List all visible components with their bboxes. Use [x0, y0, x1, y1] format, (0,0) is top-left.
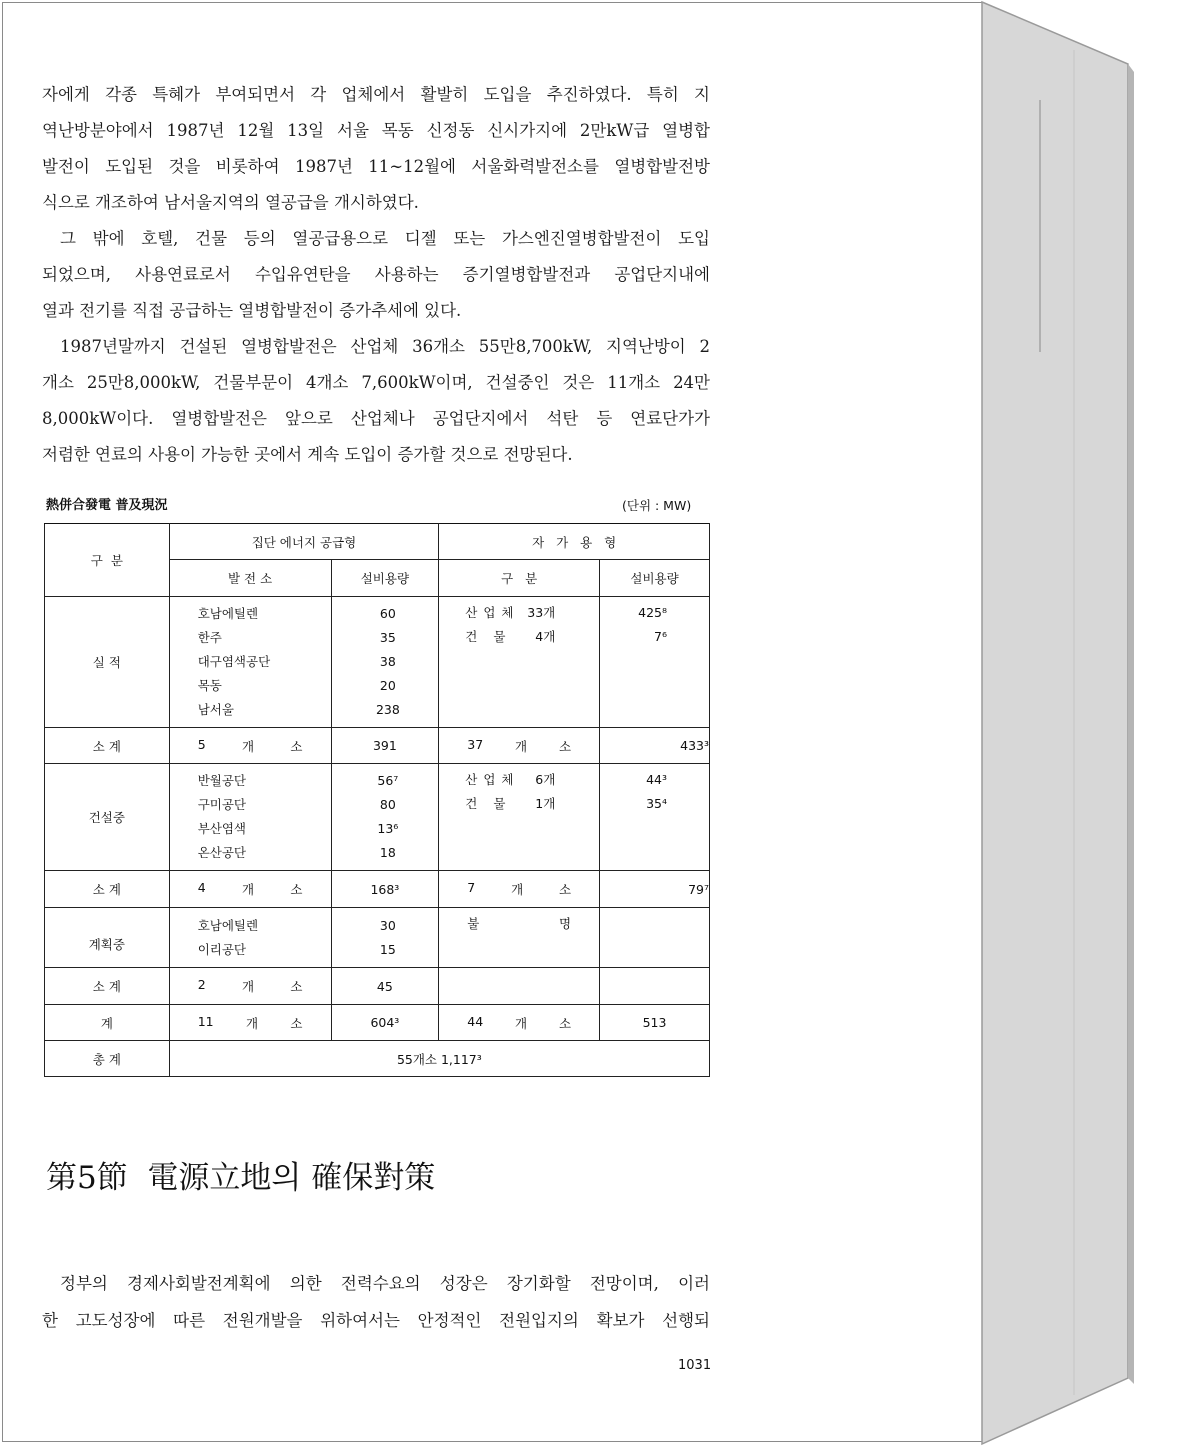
count-unit: 개 [515, 738, 528, 754]
subtotal-capacity: 45 [331, 968, 439, 1005]
book-edge-shadow [1128, 64, 1134, 1384]
subtotal-capacity: 391 [331, 728, 439, 764]
table-row [45, 1041, 710, 1077]
page-number: 1031 [678, 1358, 712, 1373]
subtotal-self-capacity [600, 968, 710, 1005]
text-line: 발전이 도입된 것을 비롯하여 1987년 11∼12월에 서울화력발전소를 열병합발전방 [42, 157, 710, 176]
subtotal-label: 소 계 [45, 871, 170, 908]
plant-name: 호남에틸렌 [197, 917, 259, 933]
planned-plants [169, 908, 331, 968]
text-line: 그 밖에 호텔, 건물 등의 열공급용으로 디젤 또는 가스엔진열병합발전이 도입 [60, 229, 710, 248]
self-category-count: 1개 [535, 796, 556, 811]
capacity-value: 20 [379, 678, 396, 693]
capacity-value: 56⁷ [377, 773, 399, 788]
self-category-name: 산업체 [465, 772, 520, 787]
count-unit: 소 [290, 882, 303, 897]
text-line: 1987년말까지 건설된 열병합발전은 산업체 36개소 55만8,700kW, 지역난방이 2 [60, 337, 710, 356]
subtotal-plant-count [169, 871, 331, 908]
sum-plant-count [169, 1005, 331, 1041]
self-status-text: 명 [559, 916, 572, 931]
text-line: 저렴한 연료의 사용이 가능한 곳에서 계속 도입이 증가할 것으로 전망된다. [42, 445, 573, 464]
count-unit: 소 [558, 1015, 572, 1031]
self-category-count: 6개 [535, 772, 556, 787]
text-line: 한 고도성장에 따른 전원개발을 위하여서는 안정적인 전원입지의 확보가 선행되 [42, 1311, 710, 1330]
count-number: 11 [197, 1013, 214, 1029]
actual-self-categories [439, 597, 600, 728]
table-row [45, 908, 710, 968]
construction-capacities [331, 764, 439, 871]
capacity-value: 35 [379, 630, 396, 645]
subtotal-capacity: 168³ [331, 871, 439, 908]
text-line: 되었으며, 사용연료로서 수입유연탄을 사용하는 증기열병합발전과 공업단지내에 [42, 265, 710, 284]
count-number: 2 [197, 977, 206, 992]
plant-name: 구미공단 [197, 797, 247, 812]
subtotal-label: 소 계 [45, 968, 170, 1005]
count-number: 44 [467, 1013, 484, 1029]
header-collective: 집단 에너지 공급형 [169, 524, 439, 560]
count-unit: 개 [242, 738, 255, 754]
capacity-value: 238 [375, 702, 400, 717]
self-category-name: 건물 [465, 796, 522, 811]
intro-text [42, 77, 710, 473]
book-edge-face [982, 2, 1128, 1444]
construction-self-categories [439, 764, 600, 871]
count-unit: 소 [290, 1015, 303, 1031]
subtotal-self-capacity: 433³ [600, 728, 710, 764]
capacity-value: 38 [379, 654, 396, 669]
plant-name: 이리공단 [197, 941, 247, 957]
count-number: 37 [467, 736, 484, 752]
section-heading: 第5節 電源立地의 確保對策 [46, 1160, 436, 1196]
subtotal-plant-count [169, 968, 331, 1005]
count-number: 7 [467, 880, 476, 895]
table-row [45, 871, 710, 908]
planned-capacities [331, 908, 439, 968]
self-category-name: 산업체 [465, 605, 520, 620]
self-category-count: 33개 [527, 605, 556, 620]
sum-self-capacity: 513 [600, 1005, 710, 1041]
header-self-category: 구 분 [439, 560, 600, 597]
text-line: 열과 전기를 직접 공급하는 열병합발전이 증가추세에 있다. [42, 301, 462, 320]
construction-self-capacities [600, 764, 710, 871]
sum-label: 계 [45, 1005, 170, 1041]
planned-self-capacity [600, 908, 710, 968]
count-unit: 소 [290, 738, 303, 754]
text-line: 개소 25만8,000kW, 건물부문이 4개소 7,600kW이며, 건설중인 것은 11개소 24만 [42, 373, 710, 392]
capacity-value: 80 [379, 797, 396, 812]
count-unit: 소 [558, 738, 572, 754]
table-unit: (단위 : MW) [622, 498, 692, 513]
closing-text [42, 1266, 710, 1339]
count-number: 4 [197, 880, 206, 895]
count-unit: 개 [515, 1015, 528, 1031]
count-unit: 개 [245, 1015, 259, 1031]
capacity-value: 15 [379, 941, 396, 957]
count-unit: 개 [511, 882, 524, 897]
subtotal-label: 소 계 [45, 728, 170, 764]
plant-name: 반월공단 [197, 773, 247, 788]
text-line: 식으로 개조하여 남서울지역의 열공급을 개시하였다. [42, 193, 419, 212]
construction-plants [169, 764, 331, 871]
row-label-actual: 실 적 [45, 597, 170, 728]
header-plant: 발 전 소 [169, 560, 331, 597]
planned-self-status [439, 908, 600, 968]
subtotal-self-capacity: 79⁷ [600, 871, 710, 908]
capacity-value: 13⁶ [377, 821, 399, 836]
table-caption: 熱併合發電 普及現況 [46, 498, 168, 513]
text-line: 역난방분야에서 1987년 12월 13일 서울 목동 신정동 신시가지에 2만kW급 열병합 [42, 121, 710, 140]
plant-name: 부산염색 [197, 821, 247, 836]
self-category-name: 건물 [465, 629, 522, 644]
self-status-text: 불 [467, 916, 480, 931]
plant-name: 한주 [197, 630, 222, 645]
cogeneration-table [44, 523, 710, 1077]
self-capacity-value: 425⁸ [638, 605, 667, 620]
subtotal-self-count [439, 871, 600, 908]
text-line: 8,000kW이다. 열병합발전은 앞으로 산업체나 공업단지에서 석탄 등 연료단가가 [42, 409, 710, 428]
sum-capacity: 604³ [331, 1005, 439, 1041]
plant-name: 온산공단 [197, 845, 247, 860]
plant-name: 목동 [197, 678, 222, 693]
self-capacity-value: 44³ [646, 772, 667, 787]
self-capacity-value: 7⁶ [654, 629, 667, 644]
capacity-value: 60 [379, 606, 396, 621]
table-row [45, 597, 710, 728]
capacity-value: 30 [379, 917, 396, 933]
header-self: 자 가 용 형 [439, 524, 710, 560]
table-row [45, 728, 710, 764]
subtotal-self-count [439, 728, 600, 764]
subtotal-plant-count [169, 728, 331, 764]
grand-total-label: 총 계 [45, 1041, 170, 1077]
self-category-count: 4개 [535, 629, 556, 644]
plant-name: 대구염색공단 [197, 654, 271, 669]
header-self-capacity: 설비용량 [600, 560, 710, 597]
capacity-value: 18 [379, 845, 396, 860]
count-unit: 개 [242, 882, 255, 897]
plant-name: 남서울 [197, 702, 234, 717]
row-label-planned: 계획중 [45, 908, 170, 968]
row-label-construction: 건설중 [45, 764, 170, 871]
count-unit: 소 [290, 979, 303, 994]
header-capacity: 설비용량 [331, 560, 439, 597]
sum-self-count [439, 1005, 600, 1041]
count-unit: 개 [242, 979, 255, 994]
grand-total-value: 55개소 1,117³ [169, 1041, 709, 1077]
text-line: 자에게 각종 특혜가 부여되면서 각 업체에서 활발히 도입을 추진하였다. 특히 지 [42, 85, 710, 104]
count-unit: 소 [559, 882, 572, 897]
table-row [45, 764, 710, 871]
actual-plants [169, 597, 331, 728]
table-row [45, 1005, 710, 1041]
header-category: 구 분 [45, 524, 170, 597]
self-capacity-value: 35⁴ [646, 796, 667, 811]
count-number: 5 [197, 736, 206, 752]
table-row [45, 968, 710, 1005]
text-line: 정부의 경제사회발전계획에 의한 전력수요의 성장은 장기화할 전망이며, 이러 [60, 1274, 710, 1293]
plant-name: 호남에틸렌 [197, 606, 259, 621]
actual-capacities [331, 597, 439, 728]
subtotal-self-count [439, 968, 600, 1005]
actual-self-capacities [600, 597, 710, 728]
